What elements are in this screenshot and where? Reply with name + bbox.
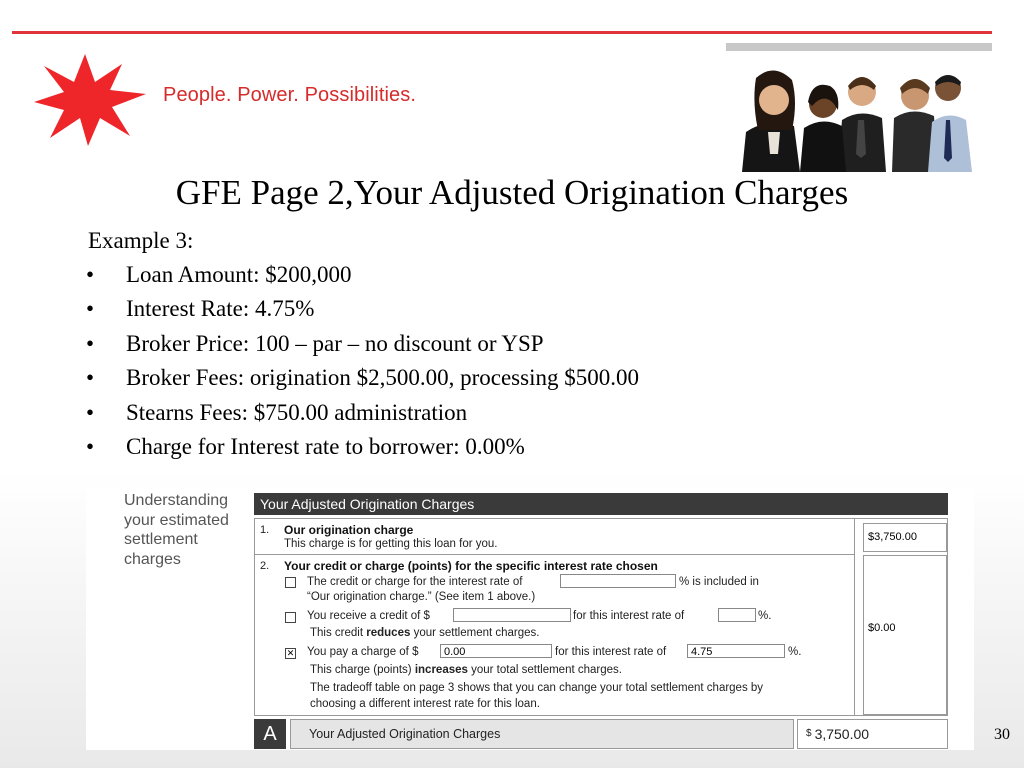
total-value-box xyxy=(797,719,948,749)
option-3-note-c: your total settlement charges. xyxy=(471,664,622,676)
option-3-text-a: You pay a charge of $ xyxy=(307,646,419,658)
total-label: Your Adjusted Origination Charges xyxy=(290,719,794,749)
option-2-note-b: reduces xyxy=(366,627,411,639)
item-2-amount: $0.00 xyxy=(863,555,947,715)
bullet-text: Broker Price: 100 – par – no discount or YSP xyxy=(126,330,544,356)
bullet-text: Interest Rate: 4.75% xyxy=(126,296,315,322)
option-3-checkbox[interactable]: ✕ xyxy=(286,648,295,658)
option-2-credit-input[interactable] xyxy=(453,608,571,622)
option-1-rate-input[interactable] xyxy=(560,574,676,588)
total-value: 3,750.00 xyxy=(814,726,870,742)
total-row xyxy=(254,719,948,749)
option-2-note-a: This credit xyxy=(310,627,364,639)
item-2-number: 2. xyxy=(260,560,270,572)
bullet-text: Loan Amount: $200,000 xyxy=(126,262,352,287)
total-currency: $ xyxy=(806,728,812,739)
bullet-item xyxy=(86,292,639,326)
item-2-row xyxy=(255,555,855,715)
bullet-list xyxy=(86,258,639,464)
panel-header: Your Adjusted Origination Charges xyxy=(254,493,948,515)
bullet-item xyxy=(86,396,639,430)
bullet-dot: • xyxy=(86,365,95,391)
item-2-title: Your credit or charge (points) for the specific interest rate chosen xyxy=(284,559,658,573)
bullet-dot: • xyxy=(86,296,95,322)
item-1-desc: This charge is for getting this loan for you. xyxy=(284,538,498,550)
bullet-dot: • xyxy=(86,330,95,356)
option-2-text-c: %. xyxy=(758,610,772,622)
bullet-item xyxy=(86,361,639,395)
option-2-rate-input[interactable] xyxy=(718,608,756,622)
slide-title: GFE Page 2,Your Adjusted Origination Charges xyxy=(175,173,849,212)
option-1-text-c: “Our origination charge.” (See item 1 above.) xyxy=(307,591,536,603)
bullet-item xyxy=(86,430,639,464)
option-3-text-c: %. xyxy=(788,646,802,658)
item-1-title: Our origination charge xyxy=(284,523,414,537)
page-number: 30 xyxy=(994,726,1010,743)
starburst-logo-icon xyxy=(30,52,150,148)
tradeoff-text-1: The tradeoff table on page 3 shows that you can change your total settlement charges by xyxy=(310,682,764,694)
option-1-text-a: The credit or charge for the interest rate of xyxy=(307,576,523,588)
company-tagline: People. Power. Possibilities. xyxy=(163,84,417,106)
bullet-text: Broker Fees: origination $2,500.00, processing $500.00 xyxy=(126,365,639,391)
total-letter-badge: A xyxy=(254,719,286,749)
option-1-text-b: % is included in xyxy=(679,576,759,588)
gfe-form-excerpt xyxy=(86,488,974,750)
origination-panel xyxy=(254,518,948,716)
item-1-number: 1. xyxy=(260,524,270,536)
option-2-note-c: your settlement charges. xyxy=(413,627,540,639)
option-2-text-b: for this interest rate of xyxy=(573,610,685,622)
option-3-note xyxy=(310,664,622,676)
option-2-note xyxy=(310,627,539,639)
bullet-text: Stearns Fees: $750.00 administration xyxy=(126,399,468,425)
option-3-note-b: increases xyxy=(414,664,468,676)
item-1-amount: $3,750.00 xyxy=(863,523,947,552)
example-label: Example 3: xyxy=(88,228,194,253)
option-2-checkbox[interactable] xyxy=(285,612,296,623)
bullet-dot: • xyxy=(86,262,95,287)
option-1-checkbox[interactable] xyxy=(285,577,296,588)
option-2-text-a: You receive a credit of $ xyxy=(307,610,430,622)
tradeoff-text-2: choosing a different interest rate for this loan. xyxy=(310,698,540,710)
header-red-line xyxy=(12,31,992,34)
option-3-note-a: This charge (points) xyxy=(310,664,412,676)
bullet-item xyxy=(86,258,639,292)
bullet-text: Charge for Interest rate to borrower: 0.00% xyxy=(126,434,525,460)
bullet-dot: • xyxy=(86,434,95,460)
option-3-rate-input[interactable]: 4.75 xyxy=(687,644,785,658)
option-3-text-b: for this interest rate of xyxy=(555,646,667,658)
bullet-dot: • xyxy=(86,399,95,425)
header-gray-bar xyxy=(726,43,992,51)
option-3-charge-input[interactable]: 0.00 xyxy=(440,644,552,658)
item-1-row xyxy=(255,519,855,555)
side-heading: Understanding your estimated settlement charges xyxy=(124,492,229,568)
team-photo xyxy=(742,58,974,172)
bullet-item xyxy=(86,327,639,361)
